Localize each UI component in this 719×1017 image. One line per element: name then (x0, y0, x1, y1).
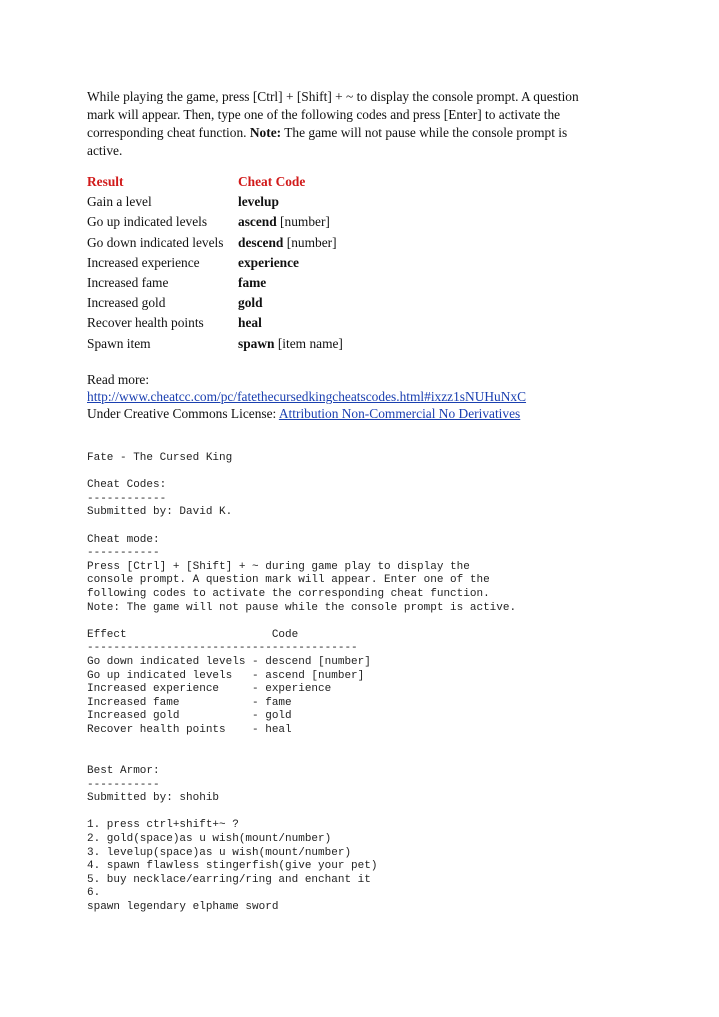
cheat-code: ascend (238, 214, 277, 230)
license-line (87, 405, 526, 422)
cheat-result: Gain a level (87, 194, 152, 210)
intro-line-3 (87, 124, 632, 142)
text-file-block-2: Best Armor: ----------- Submitted by: shohib 1. press ctrl+shift+~ ? 2. gold(space)as u wish(mount/number) 3. levelup(space)as u wish(mount/number) 4. spawn flawless stingerfish(give your pet) 5. buy necklace/earring/ring and enchant it 6. spawn legendary elphame sword (87, 765, 378, 913)
cheat-code-cell (238, 253, 299, 273)
cheat-code: heal (238, 315, 262, 331)
cheat-code: levelup (238, 194, 279, 210)
cheat-code-cell (238, 334, 343, 354)
cheat-code-cell (238, 233, 337, 253)
cheat-result: Go down indicated levels (87, 234, 224, 250)
read-more-link[interactable]: http://www.cheatcc.com/pc/fatethecursedkingcheatscodes.html#ixzz1sNUHuNxC (87, 389, 527, 404)
cheat-code: gold (238, 295, 263, 311)
header-cheat-code: Cheat Code (238, 174, 306, 189)
cheat-code-argument: [number] (283, 234, 337, 250)
cheat-code-cell (238, 313, 262, 333)
cheat-code-argument: [number] (276, 214, 330, 230)
read-more-label: Read more: (87, 372, 150, 387)
cheat-code: fame (238, 274, 267, 290)
cheat-code-cell (238, 273, 266, 293)
cheat-result: Increased experience (87, 254, 200, 270)
license-link[interactable]: Attribution Non-Commercial No Derivatives (278, 406, 521, 421)
cheat-result: Increased gold (87, 295, 166, 311)
cheat-result: Spawn item (87, 335, 151, 351)
intro-line-2: mark will appear. Then, type one of the following codes and press [Enter] to activate the (87, 107, 561, 122)
cheat-result: Recover health points (87, 315, 204, 331)
cheat-result: Go up indicated levels (87, 214, 208, 230)
intro-paragraph (87, 88, 632, 160)
cheat-code-cell (238, 293, 263, 313)
cheat-code-cell (238, 192, 279, 212)
cheat-result: Increased fame (87, 274, 169, 290)
intro-line-1: While playing the game, press [Ctrl] + [Shift] + ~ to display the console prompt. A question (87, 89, 579, 104)
header-result: Result (87, 174, 124, 189)
note-label: Note: (249, 125, 282, 140)
text-file-block-1: Fate - The Cursed King Cheat Codes: ------------ Submitted by: David K. Cheat mode: ----------- Press [Ctrl] + [Shift] + ~ during game play to display the console prompt. A question mark will appear. Enter one of the following codes to activate the corresponding cheat function. Note: The game will not pause while the console prompt is active. Effect Code ----------------------------------------- Go down indicated levels - descend [number] Go up indicated levels - ascend [number] Increased experience - experience Increased fame - fame Increased gold - gold Recover health points - heal (87, 452, 517, 736)
intro-line-3-pre: corresponding cheat function. (87, 125, 250, 140)
intro-line-3-post: The game will not pause while the console prompt is (281, 125, 568, 140)
intro-line-4: active. (87, 143, 123, 158)
cheat-code: spawn (238, 335, 275, 351)
license-prefix: Under Creative Commons License: (87, 406, 279, 421)
cheat-code-cell (238, 212, 330, 232)
cheat-code: descend (238, 234, 284, 250)
cheat-code-argument: [item name] (274, 335, 343, 351)
read-more-section (87, 371, 526, 422)
cheat-code: experience (238, 254, 299, 270)
